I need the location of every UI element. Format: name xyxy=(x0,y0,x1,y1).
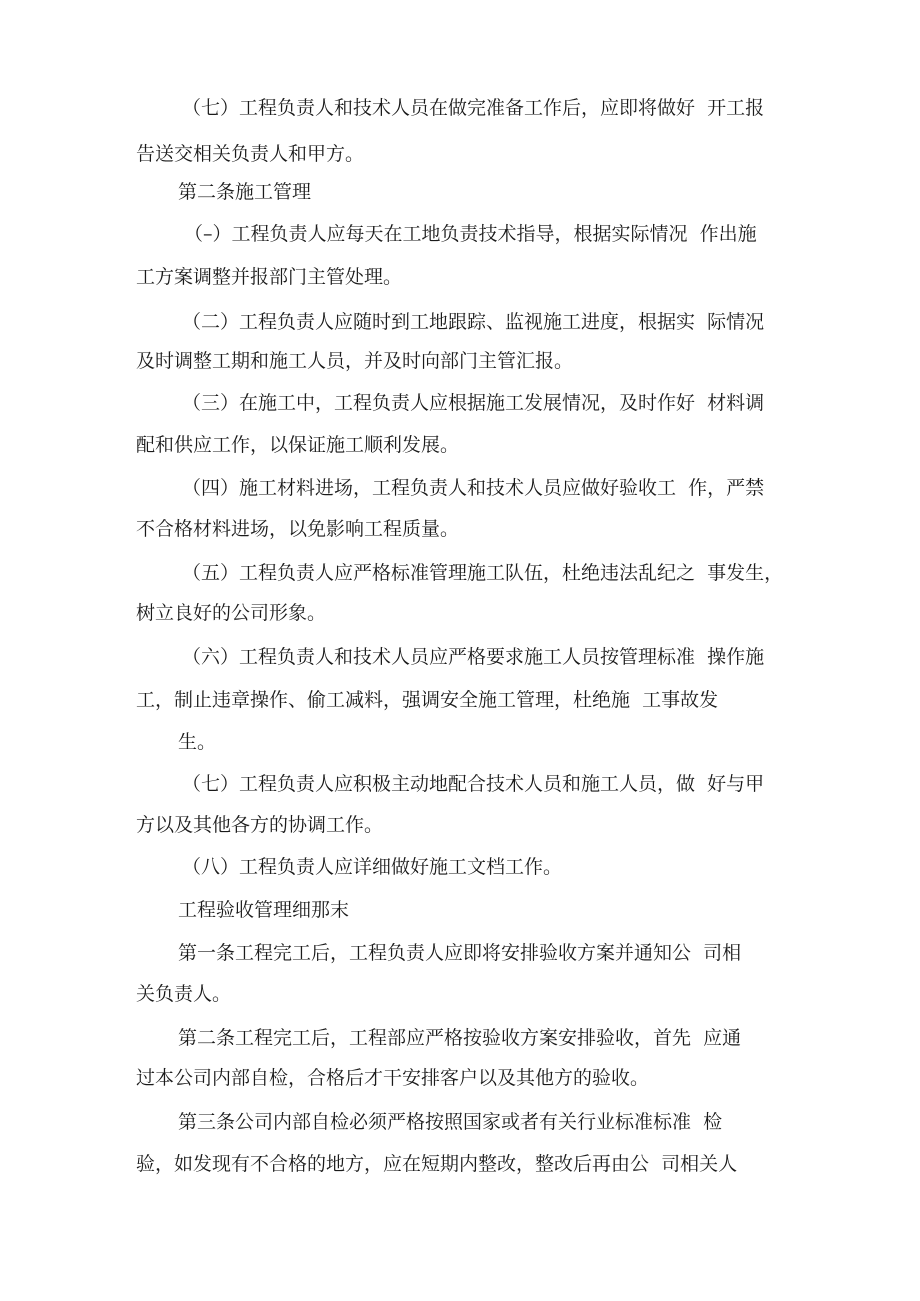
text-line: （六）工程负责人和技术人员应严格要求施工人员按管理标准 操作施 xyxy=(182,646,765,668)
text-line: 工，制止违章操作、偷工减料，强调安全施工管理，杜绝施 工事故发 xyxy=(136,689,719,711)
text-line: 第一条工程完工后，工程负责人应即将安排验收方案并通知公 司相 xyxy=(178,942,742,964)
text-line: 及时调整工期和施工人员，并及时向部门主管汇报。 xyxy=(136,350,574,372)
text-line: 告送交相关负责人和甲方。 xyxy=(136,143,365,165)
text-line: （七）工程负责人和技术人员在做完准备工作后，应即将做好 开工报 xyxy=(182,97,765,119)
section-heading: 第二条施工管理 xyxy=(178,181,312,203)
section-heading: 工程验收管理细那末 xyxy=(178,899,350,921)
text-line: （四）施工材料进场，工程负责人和技术人员应做好验收工 作，严禁 xyxy=(182,477,765,499)
text-line: 不合格材料进场，以免影响工程质量。 xyxy=(136,518,460,540)
text-line: 工方案调整并报部门主管处理。 xyxy=(136,266,403,288)
text-line: （七）工程负责人应积极主动地配合技术人员和施工人员，做 好与甲 xyxy=(182,773,765,795)
text-line: 方以及其他各方的协调工作。 xyxy=(136,814,384,836)
text-line: 生。 xyxy=(178,731,217,753)
text-line: （八）工程负责人应详细做好施工文档工作。 xyxy=(182,856,563,878)
text-line: 配和供应工作，以保证施工顺利发展。 xyxy=(136,434,460,456)
text-line: 第三条公司内部自检必须严格按照国家或者有关行业标准标准 检 xyxy=(178,1111,723,1133)
text-line: 第二条工程完工后，工程部应严格按验收方案安排验收，首先 应通 xyxy=(178,1027,742,1049)
text-line: （五）工程负责人应严格标准管理施工队伍，杜绝违法乱纪之 事发生， xyxy=(182,562,784,584)
text-line: （三）在施工中，工程负责人应根据施工发展情况，及时作好 材料调 xyxy=(182,392,765,414)
text-line: 树立良好的公司形象。 xyxy=(136,602,327,624)
text-line: （二）工程负责人应随时到工地跟踪、监视施工进度，根据实 际情况 xyxy=(182,311,765,333)
text-line: 验，如发现有不合格的地方，应在短期内整改，整改后再由公 司相关人 xyxy=(136,1153,738,1175)
text-line: （–）工程负责人应每天在工地负责技术指导，根据实际情况 作出施 xyxy=(184,223,757,245)
text-line: 关负责人。 xyxy=(136,983,232,1005)
text-line: 过本公司内部自检，合格后才干安排客户以及其他方的验收。 xyxy=(136,1067,650,1089)
